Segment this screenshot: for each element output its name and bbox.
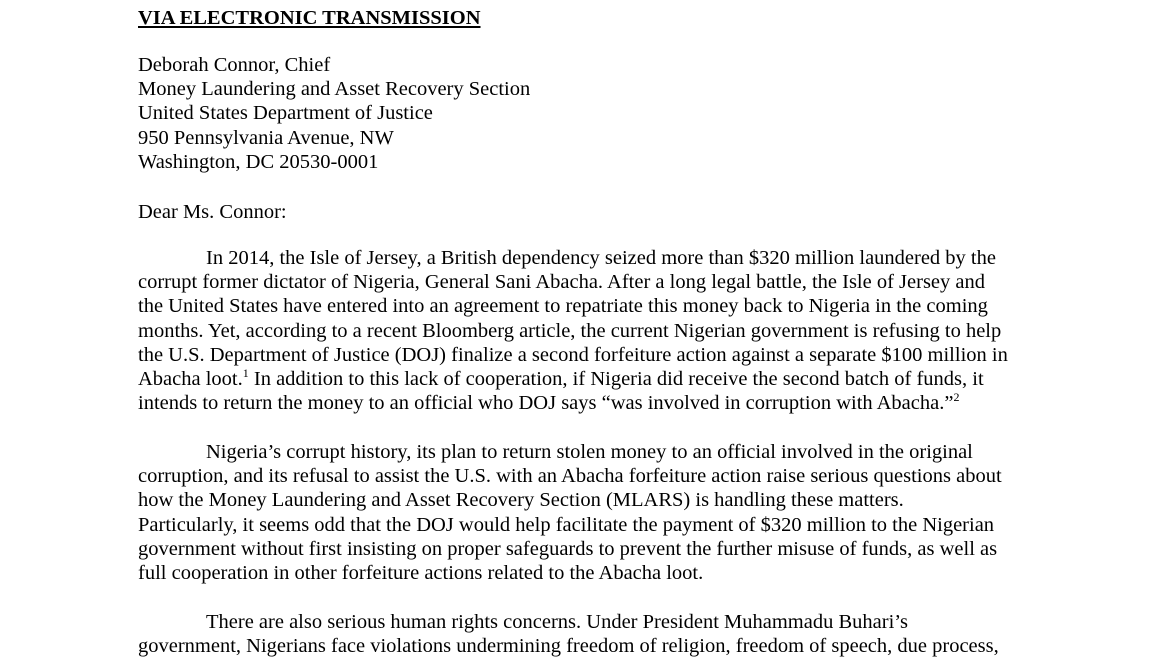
- recipient-section: Money Laundering and Asset Recovery Section: [138, 78, 531, 101]
- text-line: Nigeria’s corrupt history, its plan to return stolen money to an official involved in the original: [206, 441, 973, 463]
- recipient-street: 950 Pennsylvania Avenue, NW: [138, 126, 394, 149]
- paragraph-corrupt-history: [138, 440, 1002, 585]
- text-line: Particularly, it seems odd that the DOJ would help facilitate the payment of $320 million to the Nigerian: [138, 513, 995, 536]
- text-line: government without first insisting on proper safeguards to prevent the further misuse of funds, as well as: [138, 537, 998, 560]
- text-line: how the Money Laundering and Asset Recovery Section (MLARS) is handling these matters.: [138, 489, 904, 512]
- text-line: corruption, and its refusal to assist the U.S. with an Abacha forfeiture action raise serious questions about: [138, 465, 1002, 488]
- text-segment: intends to return the money to an official who DOJ says “was involved in corruption with Abacha.”: [138, 392, 954, 415]
- recipient-department: United States Department of Justice: [138, 102, 433, 125]
- text-line: months. Yet, according to a recent Bloomberg article, the current Nigerian government is refusing to help: [138, 319, 1002, 342]
- recipient-name: Deborah Connor, Chief: [138, 54, 331, 76]
- text-line: [138, 367, 1008, 391]
- footnote-ref-2[interactable]: 2: [953, 390, 960, 405]
- transmission-heading: VIA ELECTRONIC TRANSMISSION: [138, 7, 481, 29]
- salutation: Dear Ms. Connor:: [138, 201, 287, 223]
- text-line: There are also serious human rights concerns. Under President Muhammadu Buhari’s: [206, 611, 908, 633]
- paragraph-human-rights: [138, 610, 999, 658]
- paragraph-jersey-seizure: [138, 246, 1008, 415]
- footnote-ref-1[interactable]: 1: [242, 366, 249, 381]
- recipient-city: Washington, DC 20530-0001: [138, 150, 379, 173]
- text-line: government, Nigerians face violations undermining freedom of religion, freedom of speech, due process,: [138, 635, 999, 658]
- recipient-address: [138, 53, 530, 174]
- text-segment: Abacha loot.: [138, 368, 243, 391]
- text-segment: In addition to this lack of cooperation, if Nigeria did receive the second batch of funds, it: [248, 368, 984, 391]
- text-line: corrupt former dictator of Nigeria, General Sani Abacha. After a long legal battle, the Isle of Jersey and: [138, 271, 986, 294]
- text-line: [138, 391, 1008, 415]
- text-line: full cooperation in other forfeiture actions related to the Abacha loot.: [138, 562, 704, 585]
- text-line: In 2014, the Isle of Jersey, a British dependency seized more than $320 million laundered by the: [206, 247, 996, 269]
- text-line: the U.S. Department of Justice (DOJ) finalize a second forfeiture action against a separate $100 million in: [138, 343, 1008, 366]
- text-line: the United States have entered into an agreement to repatriate this money back to Nigeria in the coming: [138, 295, 988, 318]
